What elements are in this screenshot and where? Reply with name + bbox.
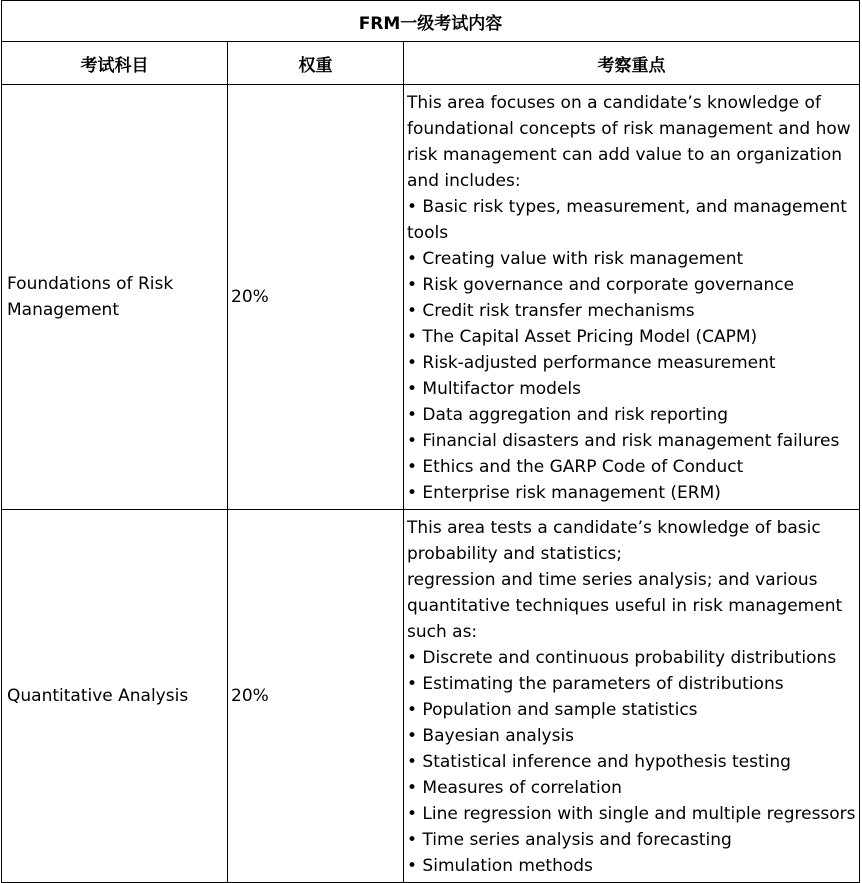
weight-cell: 20% — [228, 85, 404, 510]
focus-line: tools — [407, 223, 449, 243]
focus-bullet: • Creating value with risk management — [407, 249, 744, 269]
header-subject: 考试科目 — [2, 42, 228, 85]
focus-line: and includes: — [407, 171, 521, 191]
focus-line: foundational concepts of risk management and how — [407, 119, 851, 139]
focus-bullet: • Bayesian analysis — [407, 726, 575, 746]
subject-cell: Quantitative Analysis — [2, 510, 228, 883]
focus-bullet: • Estimating the parameters of distributions — [407, 674, 784, 694]
focus-line: regression and time series analysis; and various — [407, 570, 818, 590]
focus-bullet: • Ethics and the GARP Code of Conduct — [407, 457, 744, 477]
subject-cell: Foundations of Risk Management — [2, 85, 228, 510]
focus-bullet: • Statistical inference and hypothesis testing — [407, 752, 791, 772]
table-title: FRM一级考试内容 — [2, 1, 860, 42]
focus-bullet: • Risk governance and corporate governance — [407, 275, 795, 295]
focus-bullet: • The Capital Asset Pricing Model (CAPM) — [407, 327, 758, 347]
focus-bullet: • Population and sample statistics — [407, 700, 698, 720]
focus-cell — [404, 85, 860, 510]
focus-bullet: • Line regression with single and multiple regressors — [407, 804, 856, 824]
focus-bullet: • Measures of correlation — [407, 778, 622, 798]
focus-line: quantitative techniques useful in risk management — [407, 596, 843, 616]
focus-cell — [404, 510, 860, 883]
focus-bullet: • Simulation methods — [407, 856, 593, 876]
header-row — [2, 42, 860, 85]
focus-line: This area focuses on a candidate’s knowledge of — [407, 93, 821, 113]
table-row — [2, 85, 860, 510]
focus-bullet: • Risk-adjusted performance measurement — [407, 353, 776, 373]
frm-content-table — [1, 0, 860, 883]
focus-line: This area tests a candidate’s knowledge of basic — [407, 518, 821, 538]
header-focus: 考察重点 — [404, 42, 860, 85]
focus-bullet: • Basic risk types, measurement, and management — [407, 197, 847, 217]
table-row — [2, 510, 860, 883]
focus-bullet: • Time series analysis and forecasting — [407, 830, 732, 850]
focus-bullet: • Enterprise risk management (ERM) — [407, 483, 721, 503]
focus-bullet: • Credit risk transfer mechanisms — [407, 301, 695, 321]
header-weight: 权重 — [228, 42, 404, 85]
focus-line: probability and statistics; — [407, 544, 622, 564]
title-row — [2, 1, 860, 42]
focus-line: risk management can add value to an organization — [407, 145, 843, 165]
focus-line: such as: — [407, 622, 478, 642]
focus-bullet: • Multifactor models — [407, 379, 581, 399]
focus-bullet: • Discrete and continuous probability distributions — [407, 648, 837, 668]
focus-bullet: • Data aggregation and risk reporting — [407, 405, 729, 425]
weight-cell: 20% — [228, 510, 404, 883]
focus-bullet: • Financial disasters and risk management failures — [407, 431, 840, 451]
